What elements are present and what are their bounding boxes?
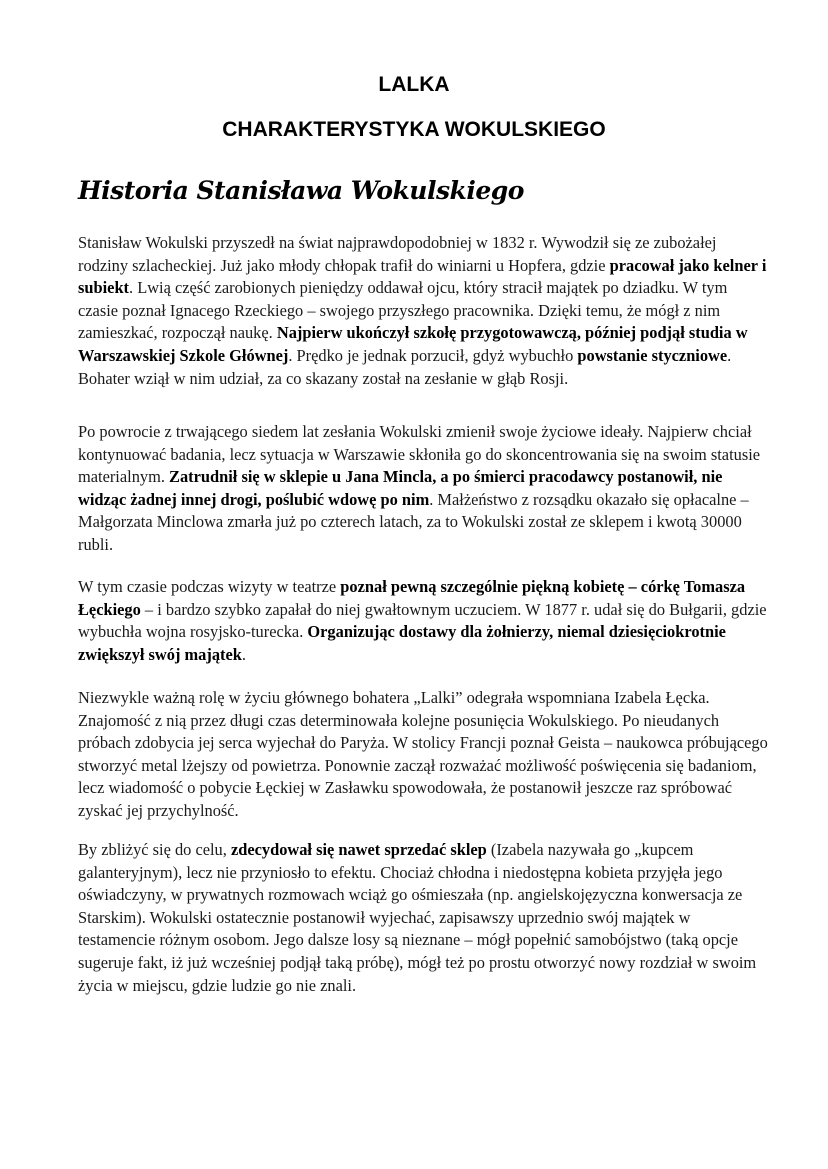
paragraph	[78, 421, 768, 557]
bold-text-run: Organizując dostawy dla żołnierzy, niemal dziesięciokrotnie zwiększył swój majątek	[78, 622, 726, 664]
document-title: LALKA	[378, 73, 450, 96]
text-run: Stanisław Wokulski przyszedł na świat najprawdopodobniej w 1832 r. Wywodził się ze zubożałej rodziny szlacheckiej. Już jako młody chłopak trafił do winiarni u Hopfera, gdzie	[78, 233, 717, 275]
text-run: . Prędko je jednak porzucił, gdyż wybuchło	[288, 345, 578, 365]
paragraph	[78, 576, 768, 666]
text-run: (Izabela nazywała go „kupcem galanteryjnym), lecz nie przyniosło to efektu. Chociaż chłodna i niedostępna kobieta przyjęła jego oświadczyny, w prywatnych rozmowach wciąż go ośmieszała (np. angielskojęzyczna konwersacja ze Starskim). Wokulski ostatecznie postanowił wyjechać, zapisawszy uprzednio swój majątek w testamencie różnym osobom. Jego dalsze losy są nieznane – mógł popełnić samobójstwo (taką opcje sugeruje fakt, iż już wcześniej podjął taką próbę), mógł też po prostu otworzyć nowy rozdział w swoim życia w miejscu, gdzie ludzie go nie znali.	[78, 840, 757, 995]
document-subtitle: CHARAKTERYSTYKA WOKULSKIEGO	[222, 118, 606, 141]
bold-text-run: zdecydował się nawet sprzedać sklep	[230, 840, 487, 859]
bold-text-run: powstanie styczniowe	[577, 345, 728, 365]
text-run: . Małżeństwo z rozsądku okazało się opłacalne – Małgorzata Minclowa zmarła już po czterech latach, za to Wokulski został ze sklepem i kwotą 30000 rubli.	[78, 489, 749, 554]
text-run: . Bohater wziął w nim udział, za co skazany został na zesłanie w głąb Rosji.	[78, 345, 732, 388]
text-run: Niezwykle ważną rolę w życiu głównego bohatera „Lalki” odegrała wspomniana Izabela Łęcka. Znajomość z nią przez długi czas determinowała kolejne posunięcia Wokulskiego. Po nieudanych próbach zdobycia jej serca wyjechał do Paryża. W stolicy Francji poznał Geista – naukowca próbującego stworzyć metal lżejszy od powietrza. Ponownie zaczął rozważać możliwość poświęcenia się badaniom, lecz wiadomość o pobycie Łęckiej w Zasławku spowodowała, że postanowił jeszcze raz spróbować zyskać jej przychylność.	[78, 688, 768, 820]
section-heading: Historia Stanisława Wokulskiego	[78, 176, 524, 205]
text-run: . Lwią część zarobionych pieniędzy oddawał ojcu, który stracił majątek po dziadku. W tym czasie poznał Ignacego Rzeckiego – swojego przyszłego pracownika. Dzięki temu, że mógł z nim zamieszkać, rozpoczął naukę.	[78, 278, 728, 343]
text-run: W tym czasie podczas wizyty w teatrze	[78, 577, 341, 596]
bold-text-run: Zatrudnił się w sklepie u Jana Mincla, a po śmierci pracodawcy postanowił, nie widząc żadnej innej drogi, poślubić wdowę po nim	[78, 467, 723, 509]
bold-text-run: Najpierw ukończył szkołę przygotowawczą, później podjął studia w Warszawskiej Szkole Głównej	[78, 323, 748, 365]
text-run: Po powrocie z trwającego siedem lat zesłania Wokulski zmienił swoje życiowe ideały. Najpierw chciał kontynuować badania, lecz sytuacja w Warszawie skłoniła go do skoncentrowania się na swoim statusie materialnym.	[78, 422, 761, 487]
bold-text-run: poznał pewną szczególnie piękną kobietę – córkę Tomasza Łęckiego	[78, 577, 746, 619]
text-run: – i bardzo szybko zapałał do niej gwałtownym uczuciem. W 1877 r. udał się do Bułgarii, gdzie wybuchła wojna rosyjsko-turecka.	[78, 599, 767, 642]
paragraph	[78, 232, 768, 390]
bold-text-run: pracował jako kelner i subiekt	[78, 255, 767, 298]
text-run: By zbliżyć się do celu,	[78, 840, 231, 859]
paragraph	[78, 839, 768, 997]
paragraph	[78, 687, 768, 823]
text-run: .	[241, 644, 246, 664]
